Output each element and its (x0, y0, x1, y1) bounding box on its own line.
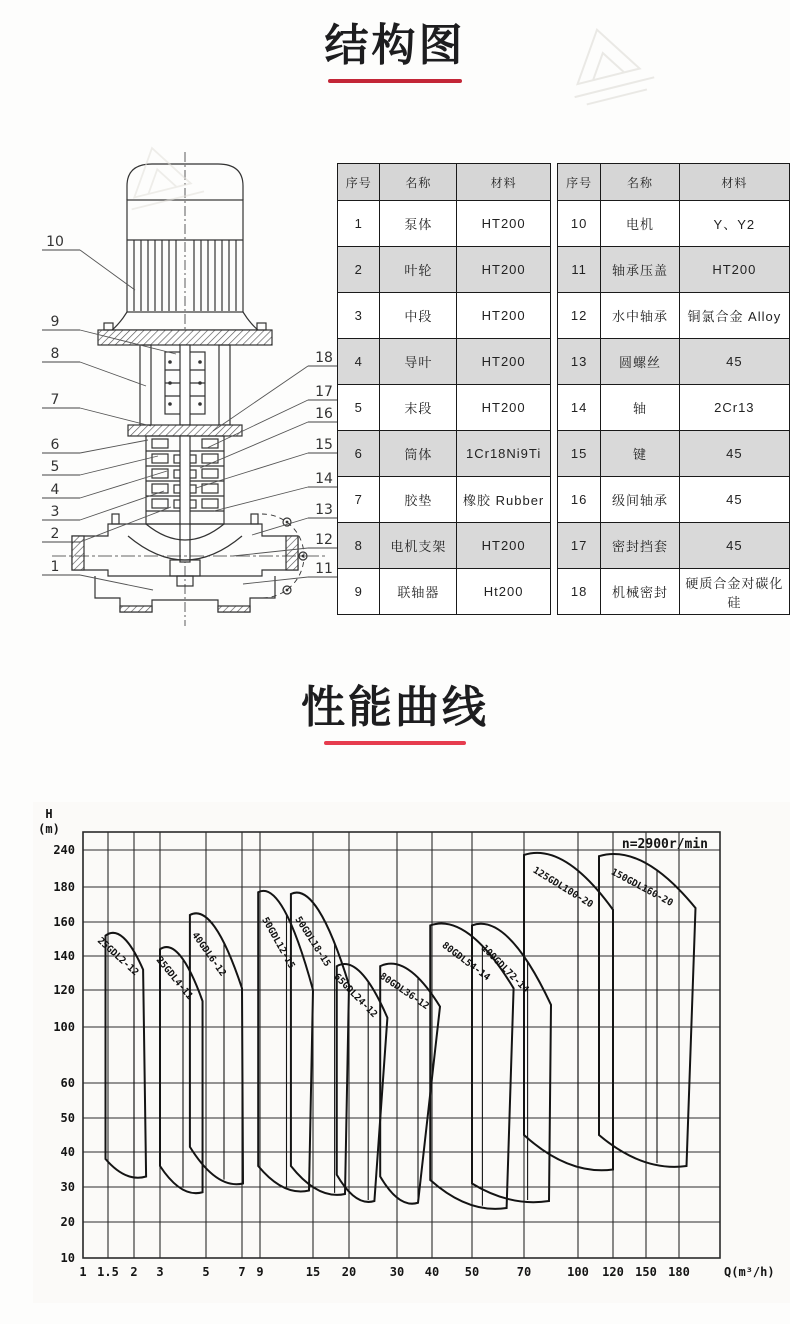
parts-table-right (557, 163, 790, 615)
part-material: 45 (679, 523, 789, 569)
curve-label-150GDL160-20: 150GDL160-20 (609, 866, 675, 909)
table-row (338, 385, 551, 431)
y-tick-label: 30 (60, 1180, 75, 1194)
part-material: 45 (679, 431, 789, 477)
part-name: 中段 (380, 293, 457, 339)
part-number: 8 (338, 523, 380, 569)
table-row (557, 569, 789, 615)
col-header: 序号 (557, 164, 600, 201)
part-name: 级间轴承 (601, 477, 679, 523)
x-axis-label: Q(m³/h) (724, 1265, 775, 1279)
callout-6 (42, 437, 148, 453)
x-tick-label: 20 (341, 1265, 357, 1279)
curve-label-80GDL54-14: 80GDL54-14 (439, 940, 492, 984)
x-tick-label: 30 (389, 1265, 405, 1279)
part-number-label: 2 (50, 526, 60, 542)
part-material: HT200 (457, 247, 551, 293)
speed-annotation: n=2900r/min (621, 837, 708, 852)
part-number: 17 (557, 523, 600, 569)
parts-table-left (337, 163, 551, 615)
discharge-flange (286, 536, 298, 570)
leader-line (252, 518, 308, 535)
part-name: 机械密封 (601, 569, 679, 615)
part-number: 3 (338, 293, 380, 339)
table-row (557, 385, 789, 431)
curve-label-40GDL6-12: 40GDL6-12 (189, 930, 229, 979)
y-tick-label: 180 (53, 880, 75, 894)
part-number-label: 12 (315, 532, 333, 548)
leader-line (80, 440, 148, 453)
part-name: 密封挡套 (601, 523, 679, 569)
table-row (557, 201, 789, 247)
callout-7 (42, 392, 151, 426)
part-name: 筒体 (380, 431, 457, 477)
col-header: 材料 (457, 164, 551, 201)
part-number: 11 (557, 247, 600, 293)
part-number-label: 16 (315, 406, 333, 422)
leader-line (214, 487, 308, 511)
table-row (557, 523, 789, 569)
table-row (338, 477, 551, 523)
part-number: 5 (338, 385, 380, 431)
y-tick-label: 50 (60, 1111, 75, 1125)
part-number-label: 15 (315, 437, 333, 453)
y-tick-label: 140 (53, 949, 75, 963)
curve-label-25GDL4-11: 25GDL4-11 (153, 954, 195, 1002)
part-number-label: 6 (50, 437, 60, 453)
table-row (557, 431, 789, 477)
part-material: HT200 (457, 201, 551, 247)
part-number-label: 17 (315, 384, 333, 400)
callout-13 (252, 502, 340, 535)
curve-label-100GDL72-14: 100GDL72-14 (478, 942, 531, 996)
x-tick-label: 120 (602, 1265, 624, 1279)
structure-title: 结构图 (324, 21, 466, 70)
leader-line (80, 575, 153, 590)
table-row (557, 293, 789, 339)
part-material: HT200 (457, 339, 551, 385)
part-number-label: 3 (50, 504, 60, 520)
callout-8 (42, 346, 146, 386)
part-number-label: 4 (50, 482, 60, 498)
x-tick-label: 3 (156, 1265, 164, 1279)
shaft-lower (180, 436, 190, 562)
part-number: 6 (338, 431, 380, 477)
y-tick-label: 120 (53, 983, 75, 997)
part-number: 16 (557, 477, 600, 523)
y-axis-unit: (m) (38, 822, 60, 836)
y-tick-label: 60 (60, 1076, 75, 1090)
part-material: 2Cr13 (679, 385, 789, 431)
shaft-upper (180, 345, 190, 425)
part-material: Y、Y2 (679, 201, 789, 247)
part-number-label: 5 (50, 459, 60, 475)
x-tick-label: 2 (130, 1265, 138, 1279)
part-name: 电机支架 (380, 523, 457, 569)
part-material: HT200 (457, 293, 551, 339)
motor-flange (98, 330, 272, 345)
part-number-label: 7 (50, 392, 60, 408)
part-name: 胶垫 (380, 477, 457, 523)
pump-structure-diagram (30, 145, 340, 635)
col-header: 名称 (601, 164, 679, 201)
part-material: HT200 (457, 523, 551, 569)
part-name: 水中轴承 (601, 293, 679, 339)
y-tick-label: 240 (53, 843, 75, 857)
table-row (338, 569, 551, 615)
x-tick-label: 40 (424, 1265, 440, 1279)
part-material: 铜氯合金 Alloy (679, 293, 789, 339)
table-row (338, 431, 551, 477)
part-number: 9 (338, 569, 380, 615)
part-material: 硬质合金对碳化硅 (679, 569, 789, 615)
part-material: 橡胶 Rubber (457, 477, 551, 523)
x-tick-label: 100 (567, 1265, 589, 1279)
bracket-right (219, 345, 230, 425)
part-name: 导叶 (380, 339, 457, 385)
part-name: 轴承压盖 (601, 247, 679, 293)
part-number-label: 1 (50, 559, 60, 575)
part-number-label: 18 (315, 350, 333, 366)
part-number: 14 (557, 385, 600, 431)
x-tick-label: 5 (202, 1265, 210, 1279)
col-header: 材料 (679, 164, 789, 201)
x-tick-label: 180 (668, 1265, 690, 1279)
structure-title-underline (328, 79, 462, 83)
part-number: 10 (557, 201, 600, 247)
performance-title: 性能曲线 (301, 683, 489, 732)
part-name: 电机 (601, 201, 679, 247)
part-material: HT200 (679, 247, 789, 293)
x-tick-label: 9 (256, 1265, 264, 1279)
curve-label-80GDL36-12: 80GDL36-12 (377, 970, 432, 1013)
pump-cross-section (52, 152, 326, 626)
table-row (338, 339, 551, 385)
curve-label-65GDL24-12: 65GDL24-12 (331, 971, 380, 1021)
section-structure-header (0, 20, 790, 83)
leader-line (80, 491, 164, 520)
part-name: 叶轮 (380, 247, 457, 293)
curve-label-25GDL2-12: 25GDL2-12 (94, 935, 141, 979)
part-number-label: 13 (315, 502, 333, 518)
performance-title-underline (324, 741, 466, 745)
curve-label-125GDL100-20: 125GDL100-20 (530, 865, 595, 911)
part-material: 45 (679, 477, 789, 523)
y-tick-label: 40 (60, 1145, 75, 1159)
x-tick-label: 70 (516, 1265, 532, 1279)
part-number: 1 (338, 201, 380, 247)
table-row (338, 247, 551, 293)
callout-5 (42, 456, 158, 475)
table-row (557, 247, 789, 293)
part-name: 键 (601, 431, 679, 477)
part-name: 泵体 (380, 201, 457, 247)
y-axis-label: H (45, 807, 53, 821)
part-number: 15 (557, 431, 600, 477)
leader-line (80, 362, 146, 386)
y-tick-label: 160 (53, 915, 75, 929)
leader-line (213, 366, 308, 431)
x-tick-label: 1.5 (97, 1265, 119, 1279)
table-row (338, 293, 551, 339)
leader-line (196, 453, 308, 488)
col-header: 名称 (380, 164, 457, 201)
part-number: 4 (338, 339, 380, 385)
part-number-label: 11 (315, 561, 333, 577)
table-row (338, 523, 551, 569)
x-tick-label: 150 (635, 1265, 657, 1279)
performance-curve-chart (0, 795, 790, 1310)
part-number-label: 8 (50, 346, 60, 362)
y-tick-label: 100 (53, 1020, 75, 1034)
curve-label-50GDL12-15: 50GDL12-15 (259, 915, 297, 971)
table-row (338, 201, 551, 247)
col-header: 序号 (338, 164, 380, 201)
leader-line (207, 400, 308, 448)
curve-label-50GDL18-15: 50GDL18-15 (292, 914, 333, 969)
table-row (557, 339, 789, 385)
x-tick-label: 50 (464, 1265, 480, 1279)
part-material: Ht200 (457, 569, 551, 615)
part-number: 13 (557, 339, 600, 385)
y-tick-label: 20 (60, 1215, 75, 1229)
x-tick-label: 15 (305, 1265, 321, 1279)
part-number: 2 (338, 247, 380, 293)
part-name: 联轴器 (380, 569, 457, 615)
parts-tables (337, 163, 790, 615)
part-number: 7 (338, 477, 380, 523)
part-number-label: 14 (315, 471, 333, 487)
x-tick-label: 1 (79, 1265, 87, 1279)
part-material: 45 (679, 339, 789, 385)
callout-10 (42, 234, 135, 290)
table-row (557, 477, 789, 523)
part-number: 18 (557, 569, 600, 615)
part-name: 末段 (380, 385, 457, 431)
part-material: 1Cr18Ni9Ti (457, 431, 551, 477)
part-name: 轴 (601, 385, 679, 431)
y-tick-label: 10 (60, 1251, 75, 1265)
part-name: 圆螺丝 (601, 339, 679, 385)
callout-1 (42, 559, 153, 590)
part-number-label: 9 (50, 314, 60, 330)
part-material: HT200 (457, 385, 551, 431)
part-number: 12 (557, 293, 600, 339)
bracket-left (140, 345, 151, 425)
barrel-flange (128, 425, 242, 436)
section-performance-header (0, 682, 790, 745)
x-tick-label: 7 (238, 1265, 246, 1279)
part-number-label: 10 (46, 234, 64, 250)
